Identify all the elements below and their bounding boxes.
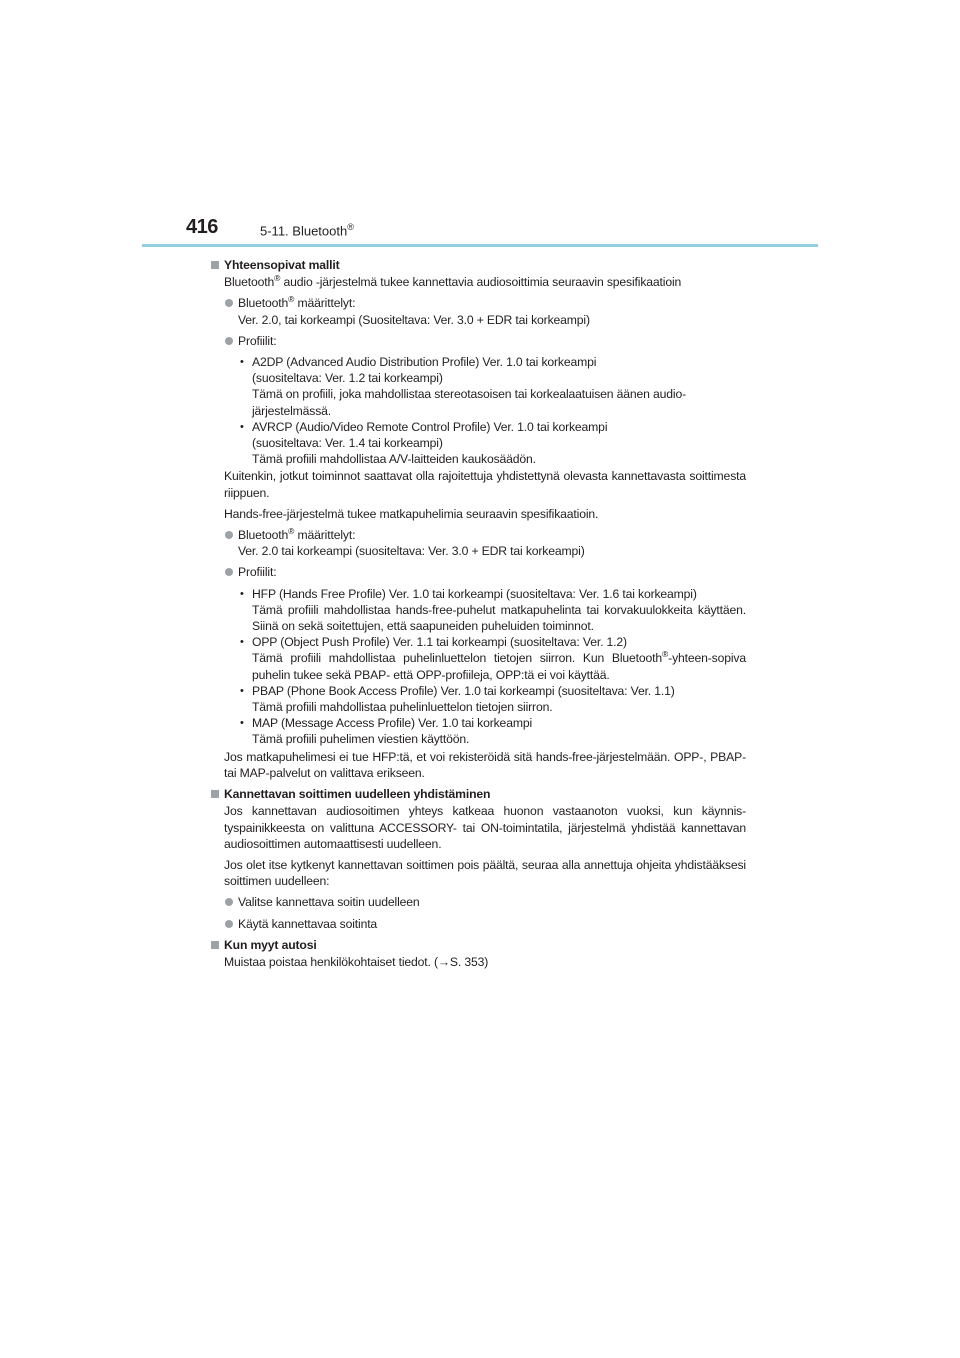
avrcp-desc: Tämä profiili mahdollistaa A/V-laitteiden kaukosäädön. — [252, 452, 536, 467]
pbap-desc: Tämä profiili mahdollistaa puhelinluettelon tietojen siirron. — [252, 700, 553, 715]
hfp-note: Jos matkapuhelimesi ei tue HFP:tä, et voi rekisteröidä sitä hands-free-järjestelmään. OPP-, PBAP- tai MAP-palvelut on valittava erikseen. — [224, 749, 746, 780]
section-title — [260, 222, 354, 238]
hf-spec-label: määrittelyt: — [294, 528, 356, 543]
bullet-profiles: Profiilit: — [210, 333, 746, 349]
intro-text: audio -järjestelmä tukee kannettavia audiosoittimia seuraavin spesifikaatioin — [280, 275, 682, 290]
profile-hfp: • HFP (Hands Free Profile) Ver. 1.0 tai korkeampi (suositeltava: Ver. 1.6 tai korkeampi) — [210, 586, 746, 602]
section-title-text: 5-11. Bluetooth — [260, 223, 348, 239]
spec-version: Ver. 2.0, tai korkeampi (Suositeltava: Ver. 3.0 + EDR tai korkeampi) — [238, 312, 590, 327]
a2dp-desc-2: järjestelmässä. — [252, 403, 332, 418]
opp-desc-a: Tämä profiili mahdollistaa puhelinluettelon tietojen siirron. Kun Bluetooth — [252, 651, 663, 666]
reconnect-step-2: Käytä kannettavaa soitinta — [210, 916, 746, 932]
heading-compatible-models: Yhteensopivat mallit — [210, 257, 746, 273]
hf-spec-bluetooth: Bluetooth — [238, 528, 289, 543]
compat-note: Kuitenkin, jotkut toiminnot saattavat olla rajoitettuja yhdistettynä olevasta kannettavasta soittimesta riippuen. — [224, 469, 746, 500]
registered-mark: ® — [662, 649, 669, 660]
reconnect-para-1: Jos kannettavan audiosoitimen yhteys katkeaa huonon vastaanoton vuoksi, kun käynnis-tyspainikkeesta on valittuna ACCESSORY- tai ON-toimintatila, järjestelmä yhdistää kannettavan audiosoittimen automaattisesti uudelleen. — [224, 804, 746, 851]
reconnect-para-2: Jos olet itse kytkenyt kannettavan soittimen pois päältä, seuraa alla annettuja ohjeita yhdistääksesi soittimen uudelleen: — [224, 857, 746, 889]
bullet-hf-profiles: Profiilit: — [210, 564, 746, 580]
hf-spec-version: Ver. 2.0 tai korkeampi (suositeltava: Ver. 3.0 + EDR tai korkeampi) — [238, 544, 585, 559]
heading-sell-car: Kun myyt autosi — [210, 937, 746, 953]
avrcp-recommended: (suositeltava: Ver. 1.4 tai korkeampi) — [252, 436, 443, 451]
intro-bluetooth: Bluetooth — [224, 275, 275, 290]
reconnect-step-1: Valitse kannettava soitin uudelleen — [210, 894, 746, 910]
heading-reconnect: Kannettavan soittimen uudelleen yhdistäminen — [210, 786, 746, 802]
profile-a2dp: • A2DP (Advanced Audio Distribution Profile) Ver. 1.0 tai korkeampi — [210, 354, 746, 370]
profile-opp: • OPP (Object Push Profile) Ver. 1.1 tai korkeampi (suositeltava: Ver. 1.2) — [210, 634, 746, 650]
bullet-bluetooth-spec — [210, 295, 746, 327]
sell-car-text: Muistaa poistaa henkilökohtaiset tiedot. (→S. 353) — [224, 954, 489, 969]
profile-map: • MAP (Message Access Profile) Ver. 1.0 tai korkeampi — [210, 715, 746, 731]
a2dp-recommended: (suositeltava: Ver. 1.2 tai korkeampi) — [252, 371, 443, 386]
opp-desc — [210, 650, 746, 682]
opp-desc-b: -yhteen-sopiva puhelin tukee sekä PBAP- että OPP-profiileja, OPP:tä ei voi käyttää. — [252, 651, 746, 682]
registered-mark: ® — [347, 222, 354, 232]
header-rule — [142, 244, 818, 247]
registered-mark: ® — [288, 294, 295, 305]
spec-label: määrittelyt: — [294, 296, 356, 311]
registered-mark: ® — [274, 273, 281, 284]
spec-bluetooth: Bluetooth — [238, 296, 289, 311]
bullet-hf-bluetooth-spec — [210, 527, 746, 559]
registered-mark: ® — [288, 526, 295, 537]
page-number: 416 — [186, 216, 218, 238]
profile-avrcp: • AVRCP (Audio/Video Remote Control Profile) Ver. 1.0 tai korkeampi — [210, 419, 746, 435]
hfp-desc: Tämä profiili mahdollistaa hands-free-puhelut matkapuhelinta tai korvakuulokkeita käyttäen. Siinä on sekä soitettujen, että saapuneiden puheluiden toiminnot. — [252, 602, 746, 634]
handsfree-intro: Hands-free-järjestelmä tukee matkapuhelimia seuraavin spesifikaatioin. — [224, 506, 599, 521]
map-desc: Tämä profiili puhelimen viestien käyttöön. — [252, 732, 470, 747]
a2dp-desc-1: Tämä on profiili, joka mahdollistaa stereotasoisen tai korkealaatuisen äänen audio- — [252, 387, 687, 402]
profile-pbap: • PBAP (Phone Book Access Profile) Ver. 1.0 tai korkeampi (suositeltava: Ver. 1.1) — [210, 683, 746, 699]
compat-intro — [210, 274, 746, 290]
page-header — [142, 214, 818, 244]
page-content — [210, 254, 746, 970]
